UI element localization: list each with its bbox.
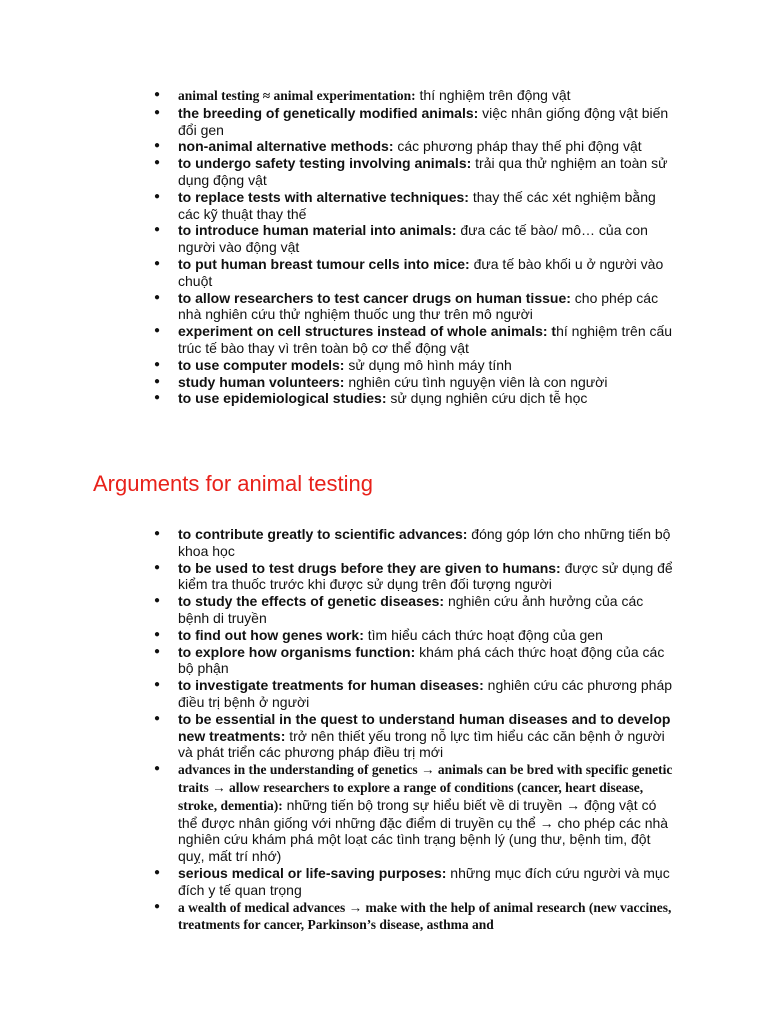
vocab-term: to investigate treatments for human diseases: bbox=[178, 677, 484, 694]
vocab-term: non-animal alternative methods: bbox=[178, 138, 394, 155]
vocab-definition: tìm hiểu cách thức hoạt động của gen bbox=[363, 626, 603, 643]
vocab-term: to undergo safety testing involving animals: bbox=[178, 155, 472, 172]
vocab-term: serious medical or life-saving purposes: bbox=[178, 864, 447, 881]
vocab-term: experiment on cell structures instead of whole animals: t bbox=[178, 323, 557, 340]
list-item bbox=[178, 357, 678, 374]
list-item bbox=[178, 138, 678, 155]
list-item bbox=[178, 323, 678, 357]
vocab-term: to use computer models: bbox=[178, 356, 345, 373]
vocab-term: to introduce human material into animals: bbox=[178, 222, 457, 239]
list-item bbox=[178, 256, 678, 290]
section-heading: Arguments for animal testing bbox=[93, 471, 374, 496]
vocab-term: animal testing ≈ animal experimentation: bbox=[178, 88, 416, 103]
vocabulary-list-arguments-for bbox=[178, 526, 678, 934]
vocab-term: to be used to test drugs before they are given to humans: bbox=[178, 559, 561, 576]
list-item bbox=[178, 374, 678, 391]
vocab-definition: trải qua thử nghiệm an toàn sử dụng động vật bbox=[178, 155, 668, 188]
list-item bbox=[178, 560, 678, 594]
list-item bbox=[178, 593, 678, 627]
list-item bbox=[178, 390, 678, 407]
vocab-definition: sử dụng mô hình máy tính bbox=[344, 356, 512, 373]
list-item bbox=[178, 155, 678, 189]
list-item bbox=[178, 865, 678, 899]
vocab-definition: những mục đích cứu người và mục đích y tế quan trọng bbox=[178, 864, 670, 898]
list-item bbox=[178, 290, 678, 324]
vocab-term: study human volunteers: bbox=[178, 373, 345, 390]
list-item bbox=[178, 526, 678, 560]
vocab-definition: được sử dụng để kiểm tra thuốc trước khi được sử dụng trên đối tượng người bbox=[178, 559, 673, 593]
list-item bbox=[178, 105, 678, 139]
list-item bbox=[178, 222, 678, 256]
vocab-definition: cho phép các nhà nghiên cứu thử nghiệm thuốc ung thư trên mô người bbox=[178, 289, 659, 323]
vocab-definition: nghiên cứu tình nguyện viên là con người bbox=[344, 373, 608, 390]
vocab-definition: trở nên thiết yếu trong nỗ lực tìm hiểu các căn bệnh ở người và phát triển các phương pháp điều trị mới bbox=[178, 727, 665, 761]
vocab-term: to use epidemiological studies: bbox=[178, 390, 387, 407]
vocab-definition: những tiến bộ trong sự hiểu biết về di truyền → động vật có thể được nhân giống với những đặc điểm di truyền cụ thể → cho phép các nhà nghiên cứu khám phá một loạt các tình trạng bệnh lý (ung thư, bệnh tim, đột quỵ, mất trí nhớ) bbox=[178, 796, 669, 865]
list-item bbox=[178, 87, 678, 105]
list-item bbox=[178, 627, 678, 644]
vocab-term: to contribute greatly to scientific advances: bbox=[178, 526, 468, 542]
vocabulary-list-alternatives bbox=[178, 87, 678, 407]
vocab-definition: đóng góp lớn cho những tiến bộ khoa học bbox=[178, 526, 671, 559]
vocab-term: to find out how genes work: bbox=[178, 626, 364, 643]
vocab-definition: khám phá cách thức hoạt động của các bộ phận bbox=[178, 643, 665, 677]
list-item bbox=[178, 761, 678, 865]
vocab-definition: thay thế các xét nghiệm bằng các kỹ thuật thay thế bbox=[178, 188, 656, 222]
vocab-definition: sử dụng nghiên cứu dịch tễ học bbox=[386, 390, 588, 407]
vocab-definition: đưa các tế bào/ mô… của con người vào động vật bbox=[178, 222, 648, 256]
list-item bbox=[178, 189, 678, 223]
list-item bbox=[178, 677, 678, 711]
vocab-term: advances in the understanding of genetics → animals can be bred with specific genetic traits → allow researchers to explore a range of conditions (cancer, heart disease, stroke, dementia): bbox=[178, 762, 673, 813]
vocab-term: a wealth of medical advances → make with the help of animal research (new vaccines, treatments for cancer, Parkinson’s disease, asthma and bbox=[178, 899, 672, 933]
list-item bbox=[178, 711, 678, 761]
list-item bbox=[178, 644, 678, 678]
vocab-term: to replace tests with alternative techniques: bbox=[178, 188, 469, 205]
vocab-term: to be essential in the quest to understand human diseases and to develop new treatments: bbox=[178, 710, 671, 744]
vocab-term: to explore how organisms function: bbox=[178, 643, 416, 660]
vocab-definition: nghiên cứu ảnh hưởng của các bệnh di truyền bbox=[178, 593, 644, 626]
vocab-term: to study the effects of genetic diseases: bbox=[178, 593, 445, 610]
list-item bbox=[178, 899, 678, 935]
vocab-definition: đưa tế bào khối u ở người vào chuột bbox=[178, 255, 664, 289]
vocab-term: the breeding of genetically modified animals: bbox=[178, 104, 479, 121]
vocab-definition: việc nhân giống động vật biến đổi gen bbox=[178, 104, 669, 138]
vocab-definition: hí nghiệm trên cấu trúc tế bào thay vì trên toàn bộ cơ thể động vật bbox=[178, 323, 673, 356]
vocab-definition: các phương pháp thay thế phi động vật bbox=[393, 138, 642, 155]
vocab-definition: thí nghiệm trên động vật bbox=[415, 87, 571, 103]
vocab-term: to put human breast tumour cells into mice: bbox=[178, 255, 470, 272]
vocab-definition: nghiên cứu các phương pháp điều trị bệnh ở người bbox=[178, 677, 673, 710]
vocab-term: to allow researchers to test cancer drugs on human tissue: bbox=[178, 289, 571, 306]
